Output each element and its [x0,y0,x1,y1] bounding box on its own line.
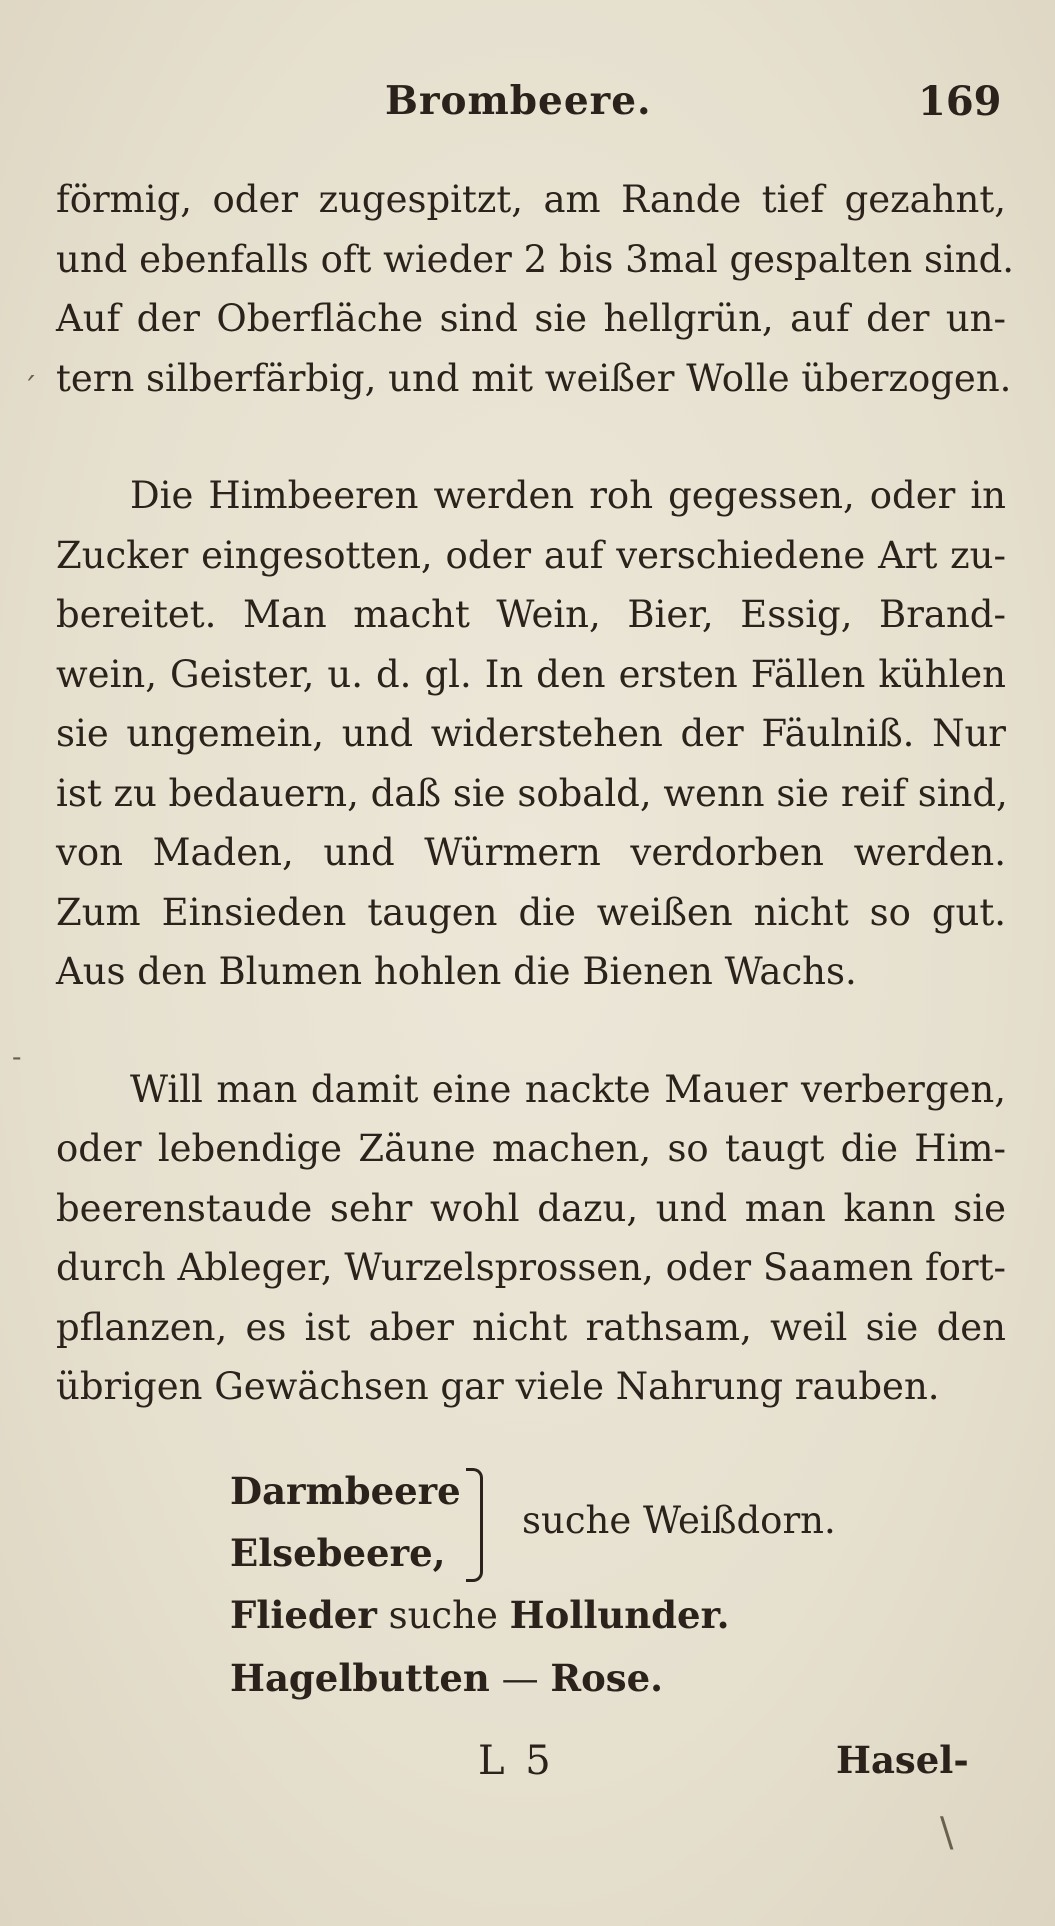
xref-line [230,1584,950,1647]
text-line: Will man damit eine nackte Mauer verbergen, [130,1067,1006,1111]
text-line: oder lebendige Zäune machen, so taugt die Him- [56,1127,1006,1170]
text-line: durch Ableger, Wurzelsprossen, oder Saamen fort- [56,1246,1006,1289]
xref-line [230,1647,950,1710]
xref-target: Rose. [550,1656,664,1700]
text-line: übrigen Gewächsen gar viele Nahrung rauben. [56,1365,940,1408]
xref-term: Flieder [230,1593,377,1637]
signature-mark: L 5 [478,1738,555,1784]
brace-terms [230,1460,461,1584]
catchword: Hasel- [836,1738,969,1782]
paragraph-2 [56,466,1006,1002]
xref-term: Hagelbutten [230,1656,490,1700]
text-line: sie ungemein, und widerstehen der Fäulniß. Nur [56,712,1006,755]
xref-target: Hollunder. [509,1593,730,1637]
xref-suche: suche [388,1594,498,1637]
text-line: förmig, oder zugespitzt, am Rande tief gezahnt, [56,178,1006,221]
text-line: Zucker eingesotten, oder auf verschiedene Art zu- [56,533,1006,577]
text-line: Auf der Oberfläche sind sie hellgrün, auf der un- [56,297,1006,340]
brace-group [230,1460,950,1584]
xref-target: suche Weißdorn. [522,1499,836,1542]
xref-term: Elsebeere, [230,1531,446,1575]
text-line: Aus den Blumen hohlen die Bienen Wachs. [56,950,857,993]
ink-speck-icon: ˊ [22,372,37,407]
xref-dash: — [501,1657,539,1700]
curly-brace-icon [466,1468,483,1582]
paragraph-3 [56,1060,1006,1417]
text-line: Die Himbeeren werden roh gegessen, oder in [130,474,1006,517]
ink-speck-icon: \ [940,1810,954,1856]
running-head: Brombeere. [385,78,652,124]
text-line: und ebenfalls oft wieder 2 bis 3mal gespalten sind. [56,237,1015,281]
text-line: wein, Geister, u. d. gl. In den ersten Fällen kühlen [56,652,1006,696]
cross-references [230,1460,950,1710]
paragraph-1 [56,170,1015,408]
text-line: beerenstaude sehr wohl dazu, und man kann sie [56,1186,1006,1230]
text-line: tern silberfärbig, und mit weißer Wolle überzogen. [56,356,1012,400]
text-line: Zum Einsieden taugen die weißen nicht so gut. [56,890,1006,934]
xref-term: Darmbeere [230,1469,461,1513]
page-number: 169 [918,78,1002,125]
text-line: ist zu bedauern, daß sie sobald, wenn sie reif sind, [56,771,1008,815]
text-line: bereitet. Man macht Wein, Bier, Essig, Brand- [56,593,1006,636]
text-line: pflanzen, es ist aber nicht rathsam, weil sie den [56,1305,1006,1349]
text-line: von Maden, und Würmern verdorben werden. [56,831,1006,874]
ink-speck-icon: - [12,1040,22,1073]
body-text [56,170,1015,1417]
